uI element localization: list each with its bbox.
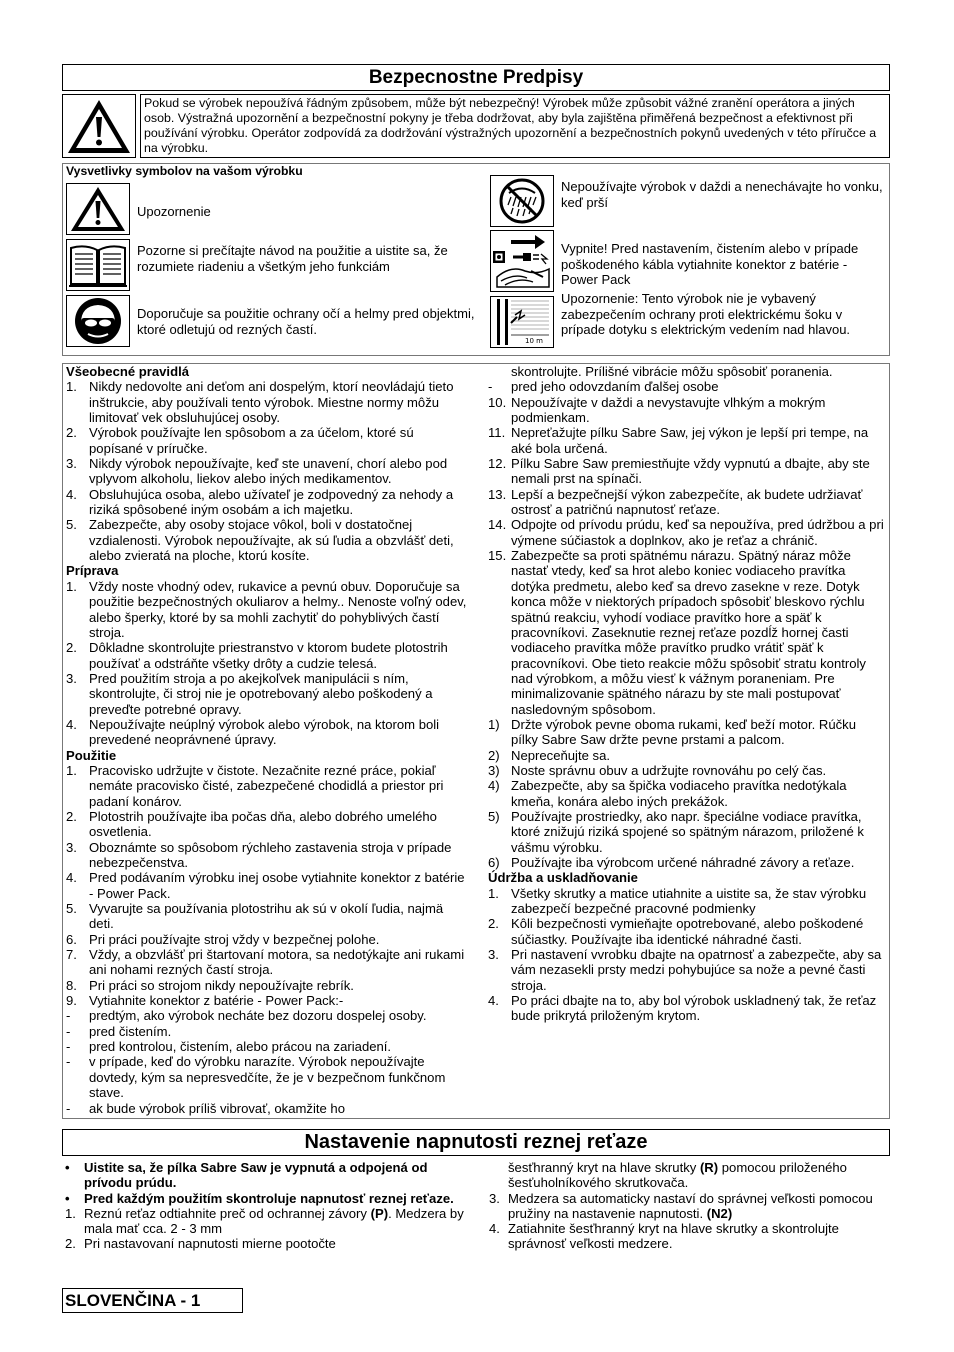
item-number: 8. [66, 977, 77, 993]
item-text: Noste správnu obuv a udržujte rovnováhu po celý čas. [511, 762, 827, 778]
item-number: 3. [488, 947, 499, 963]
no-rain-icon [491, 176, 553, 226]
list-item [488, 947, 884, 993]
power-line-distance-label: 10 m [525, 337, 543, 345]
list-item [66, 640, 468, 671]
item-text: pred jeho odovzdaním ďalšej osobe [511, 379, 719, 395]
symbol-text-manual: Pozorne si prečítajte návod na použitie a uistite sa, že rozumiete riadeniu a všetkým jeho funkciám [137, 243, 448, 274]
item-number: 4. [66, 486, 77, 502]
warning-intro-text: Pokud se výrobek nepoužívá řádným způsobem, může být nebezpečný! Výrobek může způsobit vážné zranění operátora a jiných osob. Výstražná upozornění a bezpečnostní pokyny je třeba dodržovat, aby byla zajištěna přiměřená bezpečnost a efektivnost při používání výrobku. Operátor zodpovídá za dodržování výstražných upozornění a bezpečnostních pokynů uvedených v této příručce a na výrobku. [140, 94, 890, 158]
general-rules-list [66, 379, 468, 563]
bullet-mark: • [65, 1190, 70, 1206]
list-item [66, 840, 468, 871]
list-item [66, 1008, 468, 1023]
item-number: 4. [488, 993, 499, 1009]
item-text: Po práci dbajte na to, aby bol výrobok uskladnený tak, že reťaz bude prikrytá priloženým krytom. [511, 993, 877, 1024]
item-number: 6. [66, 931, 77, 947]
item-text: Zabezpečte sa proti spätnému nárazu. Spätný náraz môže nastať vtedy, keď sa hrot alebo koniec vodiaceho pravítka dotýka predmetu, alebo keď sa drevo zasekne v reze. Dotyk konca môže v niektorých prípadoch spôsobiť bleskovo rýchlu spätnú reakciu, vyhodí vodiace pravítko hore a späť k pracovníkovi. Zaseknutie reznej reťaze pozdĺž hornej časti vodiaceho pravítka môže pravítko prudko vrátiť späť k pracovníkovi. Obe tieto reakcie môžu spôsobiť stratu kontroly nad výrobkom, a môžu viesť k vážnym poraneniam. Pre minimalizovanie spätného nárazu by ste mali postupovať nasledovným spôsobom. [511, 548, 866, 717]
list-item [66, 809, 468, 840]
list-item [66, 717, 468, 748]
warning-icon-box [62, 94, 136, 158]
item-text: Kôli bezpečnosti vymieňajte opotrebované, alebo poškodené súčiastky. Používajte iba identické náhradné časti. [511, 916, 864, 947]
item-number: 5. [66, 901, 77, 917]
item-text: pred čistením. [89, 1023, 172, 1039]
list-item [66, 425, 468, 456]
item-text: Vytiahnite konektor z batérie - Power Pack:- [89, 993, 344, 1009]
item-text: Pred podávaním výrobku inej osobe vytiahnite konektor z batérie - Power Pack. [89, 870, 465, 901]
list-item [66, 379, 468, 425]
item-text: Pracovisko udržujte v čistote. Nezačnite rezné práce, pokiaľ nemáte pracovisko čisté, zabezpečené chodidlá a priestor pri padaní konárov. [89, 762, 444, 809]
list-item [66, 1054, 468, 1100]
symbol-icon-box [490, 296, 554, 348]
item-text: Nepoužívajte v daždi a nevystavujte vlhkým a mokrým podmienkam. [511, 394, 826, 426]
item-number: 12. [488, 456, 507, 472]
ref-p: (P) [370, 1205, 389, 1221]
item-number: 10. [488, 394, 507, 410]
item-text: Držte výrobok pevne oboma rukami, keď beží motor. Rúčku pílky Sabre Saw držte pevne prstami a palcom. [511, 716, 856, 748]
usage-rules-list [66, 763, 468, 1116]
item-text: Plotostrih používajte iba počas dňa, alebo dobrého umelého osvetlenia. [89, 808, 437, 840]
item-number: 3. [66, 456, 77, 472]
bullet-mark: • [65, 1160, 70, 1175]
list-item [66, 901, 468, 932]
list-item [488, 809, 884, 855]
list-item [66, 932, 468, 947]
symbol-text-no-rain: Nepoužívajte výrobok v daždi a nenechávajte ho vonku, keď prší [561, 179, 883, 210]
symbol-icon-box [66, 239, 130, 291]
chain-bullet: • Uistite sa, že pílka Sabre Saw je vypnutá a odpojená od prívodu prúdu. [65, 1160, 428, 1191]
chain-step-2: 2. Pri nastavovaní napnutosti mierne pootočte [65, 1236, 336, 1252]
ref-n2: (N2) [706, 1205, 733, 1221]
item-number: 4. [66, 716, 77, 732]
item-number: 13. [488, 486, 507, 502]
item-text: Nikdy nedovolte ani deťom ani dospelým, ktorí neovládajú tieto inštrukcie, aby používali tento výrobok. Miestne normy môžu limitovať vek obsluhujúcej osoby. [89, 379, 454, 426]
usage-rules-list-continued [488, 379, 884, 870]
symbol-icon-box [490, 230, 554, 292]
item-text: Pri práci so strojom nikdy nepoužívajte rebrík. [89, 977, 354, 993]
list-item [488, 763, 884, 778]
list-item [488, 748, 884, 763]
item-number: - [488, 379, 493, 395]
item-text: pred kontrolou, čistením, alebo prácou na zariadení. [89, 1039, 392, 1055]
item-number: 1. [66, 578, 77, 594]
list-item [66, 1024, 468, 1039]
manual-book-icon [67, 240, 129, 290]
item-text: Používajte prostriedky, ako napr. špeciálne vodiace pravítka, ktoré znižujú riziká spojené so spätným nárazom, priložené k vášmu výrobku. [511, 808, 864, 855]
maintenance-rules-list [488, 886, 884, 1024]
item-text: Vyvarujte sa používania plotostrihu ak sú v okolí ľudia, najmä deti. [89, 901, 444, 932]
list-item [66, 487, 468, 518]
item-text: Pílku Sabre Saw premiestňujte vždy vypnutú a dbajte, aby ste nemali prst na spínači. [511, 456, 870, 487]
list-item [488, 395, 884, 426]
rules-right-column [488, 364, 884, 1024]
heading-general: Všeobecné pravidlá [66, 364, 189, 379]
warning-triangle-icon [63, 95, 135, 157]
list-item [66, 978, 468, 993]
list-item [488, 548, 884, 717]
list-item [66, 1101, 468, 1116]
item-text: Vždy noste vhodný odev, rukavice a pevnú obuv. Doporučuje sa použitie bezpečnostných okuliarov a helmy.. Nenoste voľný odev, alebo šperky, ktoré by sa mohli zachytiť do pohyblivých častí stroja. [89, 578, 467, 640]
item-number: 6) [488, 855, 500, 870]
chain-bullet: • Pred každým použitím skontroluje napnutosť reznej reťaze. [65, 1190, 454, 1206]
item-number: 5) [488, 808, 500, 824]
list-item [66, 870, 468, 901]
preparation-rules-list [66, 579, 468, 748]
list-item [488, 993, 884, 1024]
list-item [488, 379, 884, 394]
list-item [66, 763, 468, 809]
item-text: Oboznámte so spôsobom rýchleho zastavenia stroja v prípade nebezpečenstva. [89, 839, 452, 870]
item-number: - [66, 1100, 71, 1116]
item-text: Nepreťažujte pílku Sabre Saw, jej výkon je lepší pri tempe, na aké bola určená. [511, 425, 869, 456]
chain-step-3: 3. Medzera sa automaticky nastaví do správnej veľkosti pomocou pružiny na nastavenie napnutosti. (N2) [489, 1190, 873, 1221]
list-item [66, 993, 468, 1008]
item-number: - [66, 1054, 71, 1070]
chain-right-column [489, 1160, 889, 1252]
item-text: Pred použitím stroja a po akejkoľvek manipulácii s ním, skontrolujte, či stroj nie je opotrebovaný alebo poškodený a preveďte potrebné opravy. [89, 670, 433, 717]
list-item [488, 456, 884, 487]
item-number: 3. [66, 839, 77, 855]
item-text: Nepoužívajte neúplný výrobok alebo výrobok, na ktorom boli prevedené neoprávnené úpravy. [89, 716, 440, 748]
list-item [488, 425, 884, 456]
item-number: 2. [66, 640, 77, 656]
unplug-battery-icon [491, 231, 553, 291]
item-text: Obsluhujúca osoba, alebo užívateľ je zodpovedný za nehody a riziká spôsobené iným osobám a ich majetku. [89, 486, 454, 518]
item-text: Zabezpečte, aby osoby stojace vôkol, boli v dostatočnej vzdialenosti. Výrobok nepoužívajte, ak sú ľudia a obzvlášť deti, alebo zvieratá na ploche, ktorú kosíte. [89, 517, 454, 564]
item-number: 2. [66, 808, 77, 824]
list-item [488, 517, 884, 548]
item-text: Všetky skrutky a matice utiahnite a uistite sa, že stav výrobku zabezpečí bezpečné pracovné podmienky [511, 885, 867, 917]
chain-step-4: 4. Zatiahnite šesťhranný kryt na hlave skrutky a skontrolujte správnosť veľkosti medzere. [489, 1221, 839, 1252]
item-number: 1. [66, 762, 77, 778]
symbol-text-eye-protection: Doporučuje sa použitie ochrany očí a helmy pred objektmi, ktoré odletujú od rezných častí. [137, 306, 475, 337]
heading-use: Použitie [66, 747, 117, 763]
symbol-text-unplug: Vypnite! Pred nastavením, čistením alebo v prípade poškodeného kábla vytiahnite konektor z batérie - Power Pack [561, 241, 859, 287]
item-number: 1. [488, 885, 499, 901]
item-number: 2) [488, 747, 500, 763]
list-item [488, 487, 884, 518]
rules-left-column [66, 364, 468, 1116]
list-item [66, 947, 468, 978]
item-text: Vždy, a obzvlášť pri štartovaní motora, sa nedotýkajte ani rukami ani nohami rezných častí stroja. [89, 947, 465, 978]
ref-r: (R) [699, 1160, 719, 1175]
section-title-chain: Nastavenie napnutosti reznej reťaze [62, 1129, 890, 1156]
list-item [66, 579, 468, 640]
symbol-icon-box [66, 183, 130, 235]
item-number: 4. [66, 870, 77, 886]
symbols-heading: Vysvetlivky symbolov na vašom výrobku [66, 164, 303, 178]
list-item [488, 916, 884, 947]
item-text: Používajte iba výrobcom určené náhradné závory a reťaze. [511, 855, 855, 870]
section-title-safety: Bezpecnostne Predpisy [62, 64, 890, 91]
continued-text: skontrolujte. Prílišné vibrácie môžu spôsobiť poranenia. [511, 364, 833, 379]
list-item [488, 778, 884, 809]
list-item [488, 855, 884, 870]
item-number: - [66, 1008, 71, 1024]
symbol-text-power-line: Upozornenie: Tento výrobok nie je vybavený zabezpečením ochrany proti elektrickému šoku v prípade dotyku s elektrickým vedením nad hlavou. [561, 291, 851, 337]
item-number: 5. [66, 517, 77, 533]
warning-triangle-icon [67, 184, 129, 234]
item-number: 14. [488, 517, 507, 533]
list-item [66, 671, 468, 717]
item-text: Výrobok používajte len spôsobom a za účelom, ktoré sú popísané v príručke. [89, 425, 414, 456]
item-number: 1) [488, 716, 500, 732]
item-number: 3. [66, 670, 77, 686]
item-number: 4) [488, 778, 500, 794]
item-number: 2. [66, 425, 77, 441]
list-item [66, 456, 468, 487]
item-text: Nepreceňujte sa. [511, 747, 610, 763]
item-text: Dôkladne skontrolujte priestranstvo v ktorom budete plotostrih používať a odstráňte všetky drôty a cudzie telesá. [89, 640, 448, 671]
item-number: - [66, 1039, 71, 1055]
item-number: - [66, 1023, 71, 1039]
item-number: 15. [488, 548, 507, 564]
symbol-text-warning: Upozornenie [137, 204, 211, 219]
page-footer-language: SLOVENČINA - 1 [62, 1288, 243, 1313]
symbol-icon-box [490, 175, 554, 227]
item-text: Zabezpečte, aby sa špička vodiaceho pravítka nedotýkala kmeňa, konára alebo iných prekážok. [511, 778, 847, 809]
item-text: Nikdy výrobok nepoužívajte, keď ste unavení, chorí alebo pod vplyvom alkoholu, liekov alebo iných medikamentov. [89, 456, 448, 487]
list-item [488, 717, 884, 748]
symbol-icon-box [66, 295, 130, 347]
item-number: 1. [66, 379, 77, 395]
item-number: 11. [488, 425, 506, 441]
power-line-icon [491, 297, 553, 347]
item-number: 3) [488, 762, 500, 778]
chain-step-2-cont: šesťhranný kryt na hlave skrutky (R) pomocou priloženého šesťuholníkového skrutkovača. [508, 1160, 847, 1191]
item-text: v prípade, keď do výrobku narazíte. Výrobok nepoužívajte dovtedy, kým sa nepresvedčíte, že je v bezpečnom funkčnom stave. [89, 1054, 446, 1101]
chain-left-column [65, 1160, 477, 1252]
list-item [488, 886, 884, 917]
eye-protection-icon [67, 296, 129, 346]
item-text: Pri práci používajte stroj vždy v bezpečnej polohe. [89, 931, 380, 947]
item-text: Lepší a bezpečnejší výkon zabezpečíte, ak budete udržiavať ostrosť a patričnú napnutosť reťaze. [511, 486, 863, 518]
item-text: predtým, ako výrobok necháte bez dozoru dospelej osoby. [89, 1008, 427, 1024]
item-text: ak bude výrobok príliš vibrovať, okamžite ho [89, 1100, 345, 1116]
item-number: 7. [66, 947, 77, 963]
heading-prep: Príprava [66, 563, 119, 579]
heading-maintenance: Údržba a uskladňovanie [488, 870, 638, 886]
list-item [66, 517, 468, 563]
item-text: Pri nastavení vvrobku dbajte na opatrnosť a zabezpečte, aby sa vám nezasekli prsty medzi pohybujúce sa nože a pevné časti stroja. [511, 947, 882, 993]
chain-step-1: 1. Reznú reťaz odtiahnite preč od ochrannej závory (P). Medzera by mala mať cca. 2 - 3 mm [65, 1205, 464, 1237]
list-item [66, 1039, 468, 1054]
item-number: 2. [488, 916, 499, 932]
item-number: 9. [66, 993, 77, 1009]
item-text: Odpojte od prívodu prúdu, keď sa nepoužíva, pred údržbou a pri výmene súčiastok a doplnkov, ako je reťaz a chránič. [511, 517, 884, 548]
